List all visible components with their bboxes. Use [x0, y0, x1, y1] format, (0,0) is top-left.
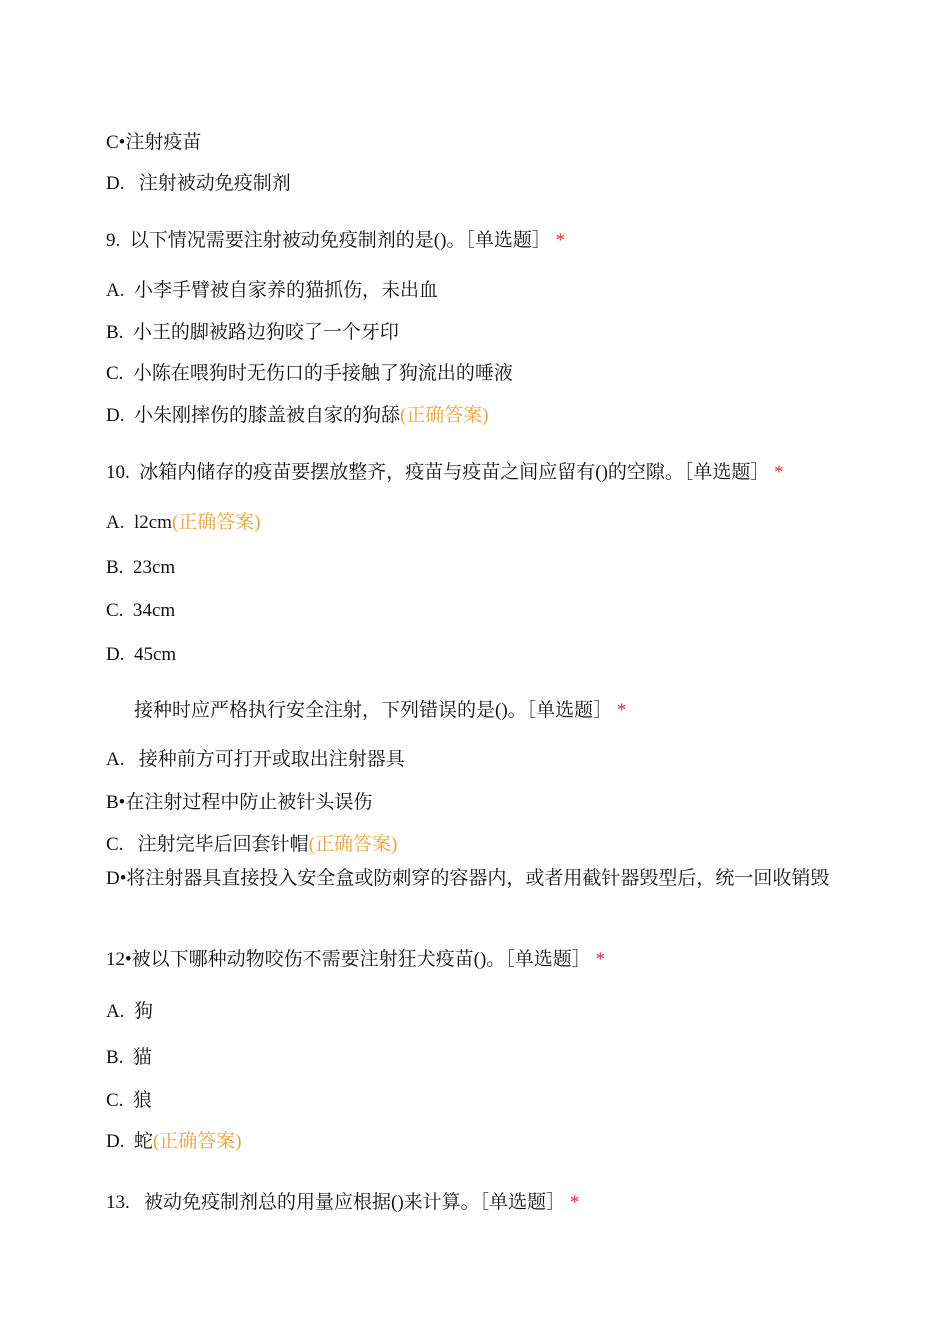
- question-text: 9. 以下情况需要注射被动免疫制剂的是()。［单选题］: [106, 230, 551, 251]
- option-text: C. 小陈在喂狗时无伤口的手接触了狗流出的唾液: [106, 363, 513, 384]
- q12-option-a: [106, 999, 153, 1025]
- q11-option-c: [106, 832, 397, 858]
- option-text: C•注射疫苗: [106, 132, 202, 153]
- option-text: A. 狗: [106, 1001, 153, 1022]
- option-text: 2cm: [139, 512, 172, 533]
- option-text: B. 猫: [106, 1047, 152, 1068]
- option-text: A. 小李手臂被自家养的猫抓伤，未出血: [106, 280, 438, 301]
- option-text: D. 蛇: [106, 1131, 153, 1152]
- q11-option-a: [106, 747, 405, 773]
- correct-answer-label: (正确答案): [152, 1131, 242, 1152]
- correct-answer-label: (正确答案): [171, 512, 261, 533]
- question-9: [106, 228, 565, 254]
- option-d-passive: [106, 171, 291, 197]
- q12-option-c: [106, 1088, 152, 1114]
- question-text: 接种时应严格执行安全注射，下列错误的是()。［单选题］: [134, 700, 613, 721]
- required-mark: *: [569, 1192, 580, 1213]
- q10-option-b: [106, 555, 175, 583]
- required-mark: *: [774, 462, 784, 483]
- question-text: 12•被以下哪种动物咬伤不需要注射狂犬疫苗()。［单选题］: [106, 949, 591, 970]
- option-text: C. 注射完毕后回套针帽: [106, 834, 309, 855]
- option-text: A. l: [106, 512, 140, 533]
- required-mark: *: [595, 949, 606, 970]
- question-13: [106, 1190, 579, 1216]
- option-text: B. 小王的脚被路边狗咬了一个牙印: [106, 322, 399, 343]
- option-c-vaccine: [106, 130, 201, 156]
- q11-option-b: [106, 790, 372, 816]
- required-mark: *: [555, 230, 566, 251]
- option-text: A. 接种前方可打开或取出注射器具: [106, 749, 405, 770]
- option-text: 5cm: [143, 644, 177, 665]
- q12-option-d: [106, 1129, 242, 1155]
- q9-option-a: [106, 278, 438, 304]
- option-text: C. 狼: [106, 1090, 152, 1111]
- option-text: D. 小朱刚摔伤的膝盖被自家的狗舔: [106, 405, 400, 426]
- q9-option-d: [106, 403, 489, 429]
- option-text: 4cm: [142, 600, 176, 621]
- option-text: B•在注射过程中防止被针头误伤: [106, 792, 373, 813]
- q11-option-d: [106, 864, 846, 894]
- option-text: 3cm: [142, 557, 176, 578]
- question-text: 13. 被动免疫制剂总的用量应根据()来计算。［单选题］: [106, 1192, 566, 1213]
- option-text: D•将注射器具直接投入安全盒或防刺穿的容器内，或者用截针器毁型后，统一回收销毁: [106, 868, 830, 889]
- q10-option-c: [106, 598, 175, 626]
- q10-option-d: [106, 642, 176, 670]
- option-text: D. 注射被动免疫制剂: [106, 173, 291, 194]
- correct-answer-label: (正确答案): [399, 405, 489, 426]
- option-text: C. 3: [106, 600, 143, 621]
- q10-option-a: [106, 510, 261, 538]
- q12-option-b: [106, 1045, 152, 1071]
- q9-option-c: [106, 361, 513, 387]
- correct-answer-label: (正确答案): [308, 834, 398, 855]
- question-12: [106, 947, 605, 973]
- question-11: [134, 698, 626, 724]
- required-mark: *: [616, 700, 627, 721]
- option-text: B. 2: [106, 557, 143, 578]
- option-text: D. 4: [106, 644, 144, 665]
- q9-option-b: [106, 320, 399, 346]
- question-text: 10. 冰箱内储存的疫苗要摆放整齐，疫苗与疫苗之间应留有()的空隙。［单选题］: [106, 462, 770, 483]
- question-10: [106, 460, 784, 486]
